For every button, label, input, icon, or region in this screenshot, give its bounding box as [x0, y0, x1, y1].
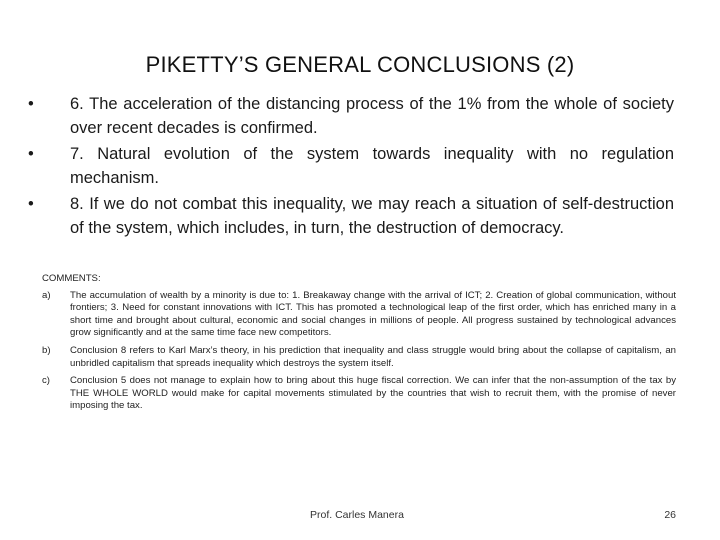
comment-letter: a)	[42, 289, 51, 301]
comment-item	[42, 290, 676, 340]
conclusion-text: 7. Natural evolution of the system towards inequality with no regulation mechanism.	[70, 145, 674, 187]
page-number: 26	[664, 509, 676, 521]
bullet-marker: •	[28, 145, 34, 163]
comment-item	[42, 345, 676, 370]
bullet-marker: •	[28, 195, 34, 213]
bullet-marker: •	[28, 95, 34, 113]
conclusion-item	[28, 192, 674, 240]
comments-heading: COMMENTS:	[42, 273, 101, 284]
conclusion-item	[28, 92, 674, 140]
conclusion-item	[28, 142, 674, 190]
comments-section	[42, 273, 676, 418]
slide-title: PIKETTY’S GENERAL CONCLUSIONS (2)	[145, 52, 575, 77]
conclusion-text: 6. The acceleration of the distancing process of the 1% from the whole of society over recent decades is confirmed.	[70, 95, 674, 137]
slide-footer	[0, 509, 720, 523]
conclusions-list	[28, 92, 674, 242]
comment-item	[42, 375, 676, 413]
comment-text: Conclusion 8 refers to Karl Marx’s theory, in his prediction that inequality and class struggle would bring about the collapse of capitalism, an unbridled capitalism that spreads inequality which destroys the system itself.	[70, 344, 676, 369]
comment-text: Conclusion 5 does not manage to explain how to bring about this huge fiscal correction. We can infer that the non-assumption of the tax by THE WHOLE WORLD would make for capital movements stimulated by the countries that wish to recruit them, with the promise of never imposing the tax.	[70, 375, 676, 412]
comment-letter: c)	[42, 375, 50, 387]
conclusion-text: 8. If we do not combat this inequality, we may reach a situation of self-destruction of the system, which includes, in turn, the destruction of democracy.	[70, 195, 674, 237]
comment-letter: b)	[42, 344, 51, 356]
footer-author: Prof. Carles Manera	[310, 509, 404, 521]
comment-text: The accumulation of wealth by a minority is due to: 1. Breakaway change with the arrival of ICT; 2. Creation of global communication, without frontiers; 3. Need for constant innovations with ICT. This has promoted a technological leap of the first order, which has enriched many in a short time and brought about cultural, economic and social changes in millions of people. All progress sustained by technological advances grow significantly and at the same time face new competitors.	[70, 289, 676, 339]
